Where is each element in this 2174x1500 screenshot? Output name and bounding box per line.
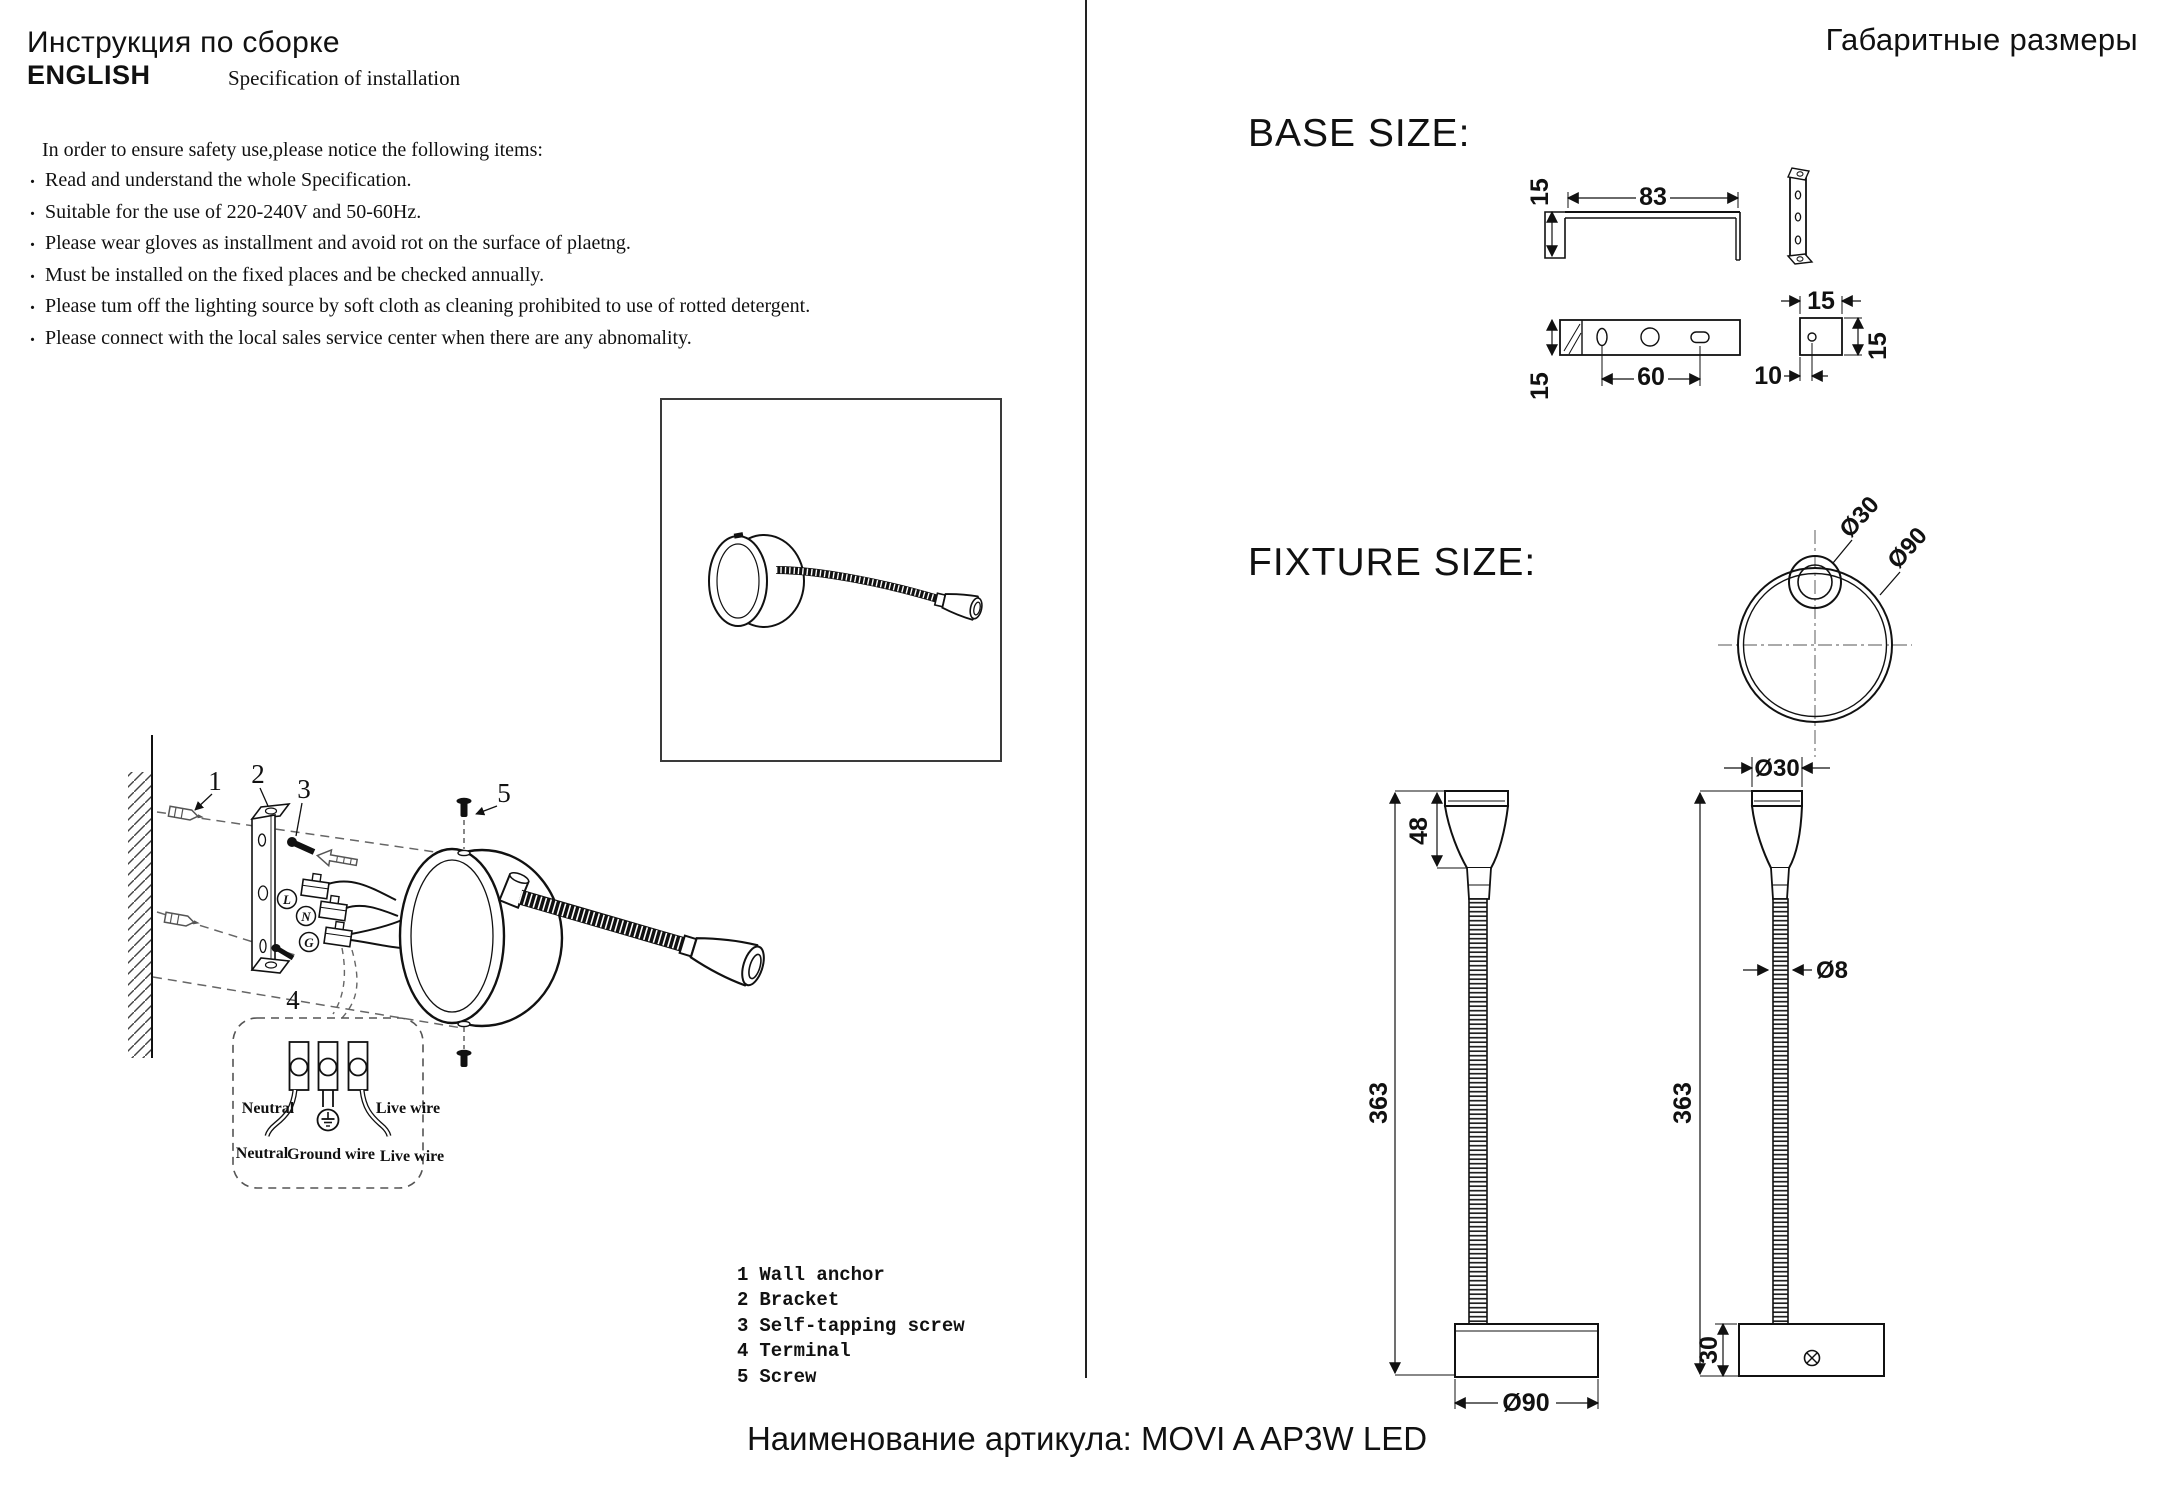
part-name: Screw [759, 1365, 817, 1388]
parts-list-row [737, 1365, 965, 1390]
parts-list-row [737, 1263, 965, 1288]
dim-dia90-top [1882, 522, 1932, 574]
screw-bottom [457, 1027, 472, 1067]
base-size-heading: BASE SIZE: [1248, 112, 1471, 155]
part-number: 1 [737, 1264, 749, 1286]
safety-item-text: Please wear gloves as installment and avoid rot on the surface of plaetng. [45, 232, 631, 254]
dim-83 [1568, 182, 1738, 211]
page-title-russian: Инструкция по сборке [27, 26, 340, 59]
parts-list-row [737, 1339, 965, 1364]
article-name-footer: Наименование артикула: MOVI A AP3W LED [746, 1420, 1428, 1457]
dim-48: 48 [1405, 817, 1433, 845]
safety-item [30, 260, 810, 292]
svg-text:15: 15 [1864, 332, 1892, 360]
callout-self-tapping-screw: 3 [297, 774, 311, 804]
fixture-elevations [1360, 735, 1940, 1440]
parts-list-row [737, 1288, 965, 1313]
dim-15-end-width [1781, 287, 1861, 315]
panel-divider [1085, 0, 1087, 1378]
bracket-side-view [1545, 212, 1740, 260]
safety-item [30, 291, 810, 323]
screw-top [457, 798, 472, 849]
safety-item-text: Read and understand the whole Specification. [45, 169, 412, 191]
dim-363-side: 363 [1669, 1082, 1697, 1124]
label-ground-bottom: Ground wire [287, 1146, 375, 1163]
dim-30-base-height: 30 [1695, 1336, 1723, 1364]
safety-item [30, 323, 810, 355]
svg-text:Ø90: Ø90 [1882, 522, 1933, 575]
terminal-letter-L [278, 890, 297, 909]
wall [128, 735, 152, 1058]
part-number: 3 [737, 1314, 749, 1337]
dim-dia90-front: Ø90 [1502, 1389, 1550, 1417]
dim-15-end-height [1844, 318, 1892, 360]
safety-item-text: Please tum off the lighting source by soft cloth as cleaning prohibited to use of rotted detergent. [45, 295, 811, 317]
safety-item [30, 165, 810, 197]
safety-item-text: Must be installed on the fixed places and be checked annually. [45, 263, 545, 286]
svg-text:15: 15 [1807, 287, 1835, 315]
elevation-side [1669, 755, 1884, 1376]
bracket-end-view [1800, 318, 1842, 355]
callout-bracket: 2 [251, 759, 265, 789]
bracket [252, 804, 289, 973]
wall-anchor-lower [164, 912, 200, 928]
safety-item-text: Suitable for the use of 220-240V and 50-60Hz. [45, 200, 422, 223]
part-name: Self-tapping screw [759, 1314, 965, 1337]
fixture-size-heading: FIXTURE SIZE: [1248, 541, 1537, 584]
label-neutral-top: Neutral [241, 1100, 295, 1117]
base-size-drawings [1490, 150, 1910, 420]
parts-list [737, 1263, 965, 1390]
dim-dia30-side: Ø30 [1754, 755, 1800, 782]
anchor-direction-symbol [316, 848, 358, 871]
dim-15-plate [1526, 320, 1554, 400]
terminal-letter-G [300, 933, 319, 952]
svg-text:60: 60 [1637, 363, 1665, 391]
fixture-top-view [1700, 490, 1940, 770]
part-name: Wall anchor [759, 1264, 885, 1286]
dim-dia30-top [1834, 491, 1884, 543]
callout-leaders [195, 788, 497, 836]
svg-text:L: L [283, 892, 291, 907]
callout-wall-anchor: 1 [208, 766, 222, 796]
svg-text:10: 10 [1754, 362, 1782, 390]
callout-terminal: 4 [286, 985, 300, 1015]
svg-text:G: G [304, 935, 314, 950]
svg-text:83: 83 [1639, 183, 1667, 211]
svg-text:N: N [301, 909, 311, 924]
dim-15-flange [1526, 178, 1554, 256]
intro-line: In order to ensure safety use,please notice the following items: [42, 139, 543, 161]
self-tapping-screw [287, 837, 314, 852]
bracket-front-view [1788, 168, 1812, 264]
safety-items-list [30, 165, 810, 354]
lamp-body [400, 849, 562, 1027]
spec-subtitle: Specification of installation [228, 66, 461, 90]
leader-dia90 [1880, 572, 1900, 595]
dim-363-front: 363 [1365, 1082, 1393, 1124]
parts-list-row [737, 1314, 965, 1339]
safety-item [30, 197, 810, 229]
part-number: 5 [737, 1365, 749, 1388]
svg-text:15: 15 [1526, 178, 1554, 206]
svg-text:Ø30: Ø30 [1834, 491, 1885, 544]
ground-symbol [318, 1110, 339, 1131]
elevation-front [1365, 791, 1598, 1417]
part-name: Bracket [759, 1289, 840, 1312]
part-number: 2 [737, 1289, 749, 1312]
page-title-dimensions: Габаритные размеры [1825, 22, 2138, 57]
leader-dia30 [1833, 540, 1852, 563]
terminal-letter-N [297, 907, 316, 926]
base-screw-symbol [1805, 1351, 1820, 1366]
svg-text:15: 15 [1526, 372, 1554, 400]
part-name: Terminal [759, 1340, 851, 1363]
lamp-head-main [676, 924, 768, 989]
bracket-top-view [1560, 320, 1740, 355]
safety-item [30, 228, 810, 260]
installation-diagram [90, 550, 1010, 1210]
callout-screw: 5 [497, 778, 511, 808]
dim-dia8: Ø8 [1816, 957, 1849, 984]
safety-item-text: Please connect with the local sales service center when there are any abnomality. [45, 326, 692, 349]
language-heading: ENGLISH [27, 60, 151, 90]
label-live-top: Live wire [375, 1100, 441, 1117]
label-live-bottom: Live wire [379, 1148, 445, 1165]
wall-anchor-upper [168, 806, 204, 822]
terminal-detail-leaders [333, 948, 357, 1018]
part-number: 4 [737, 1340, 749, 1363]
label-neutral-bottom: Neutral [235, 1145, 289, 1162]
